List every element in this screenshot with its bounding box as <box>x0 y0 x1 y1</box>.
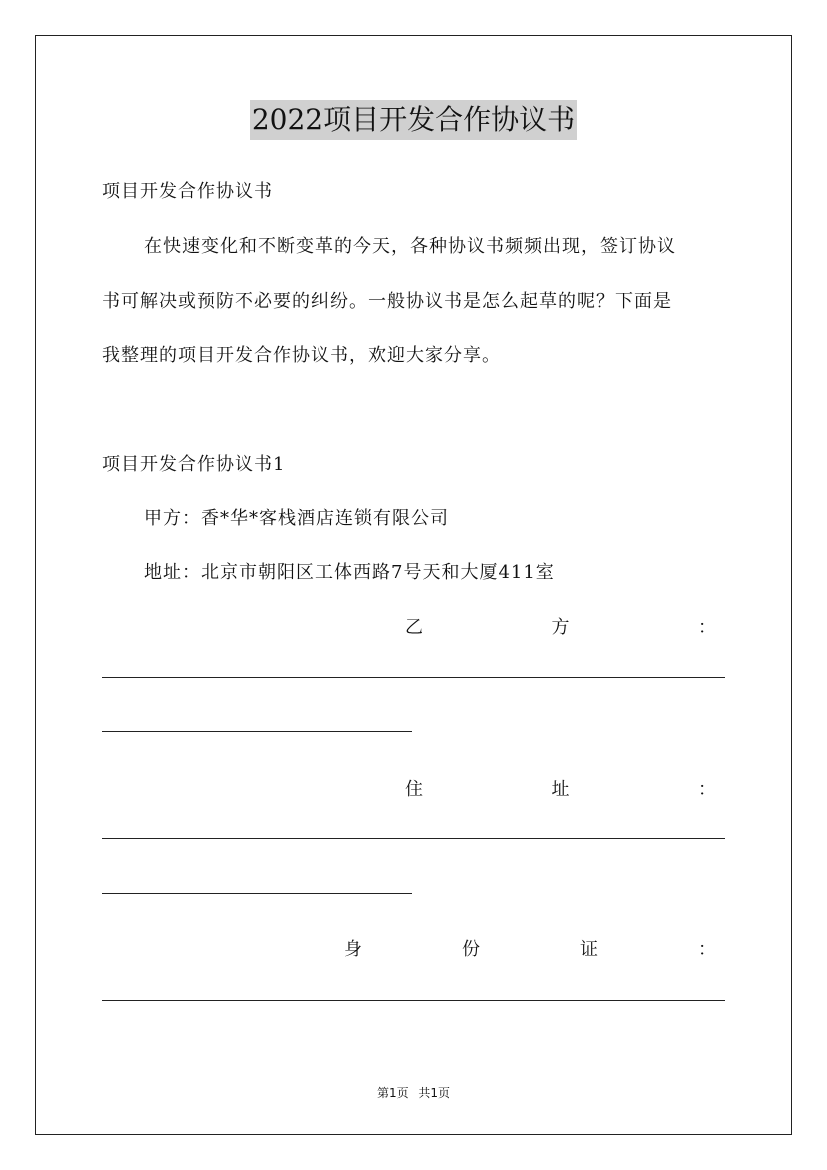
party-b-colon: ： <box>698 617 717 638</box>
party-b-blank-line-1 <box>102 677 725 678</box>
intro-line-2: 书可解决或预防不必要的纠纷。一般协议书是怎么起草的呢？下面是 <box>102 291 672 312</box>
intro-line-1: 在快速变化和不断变革的今天，各种协议书频频出现，签订协议 <box>144 236 676 257</box>
party-b-char-1: 乙 <box>405 617 424 638</box>
id-blank-line-1 <box>102 1000 725 1001</box>
residence-char-1: 住 <box>405 779 424 800</box>
id-label <box>102 938 727 962</box>
id-char-3: 证 <box>580 939 599 960</box>
subtitle: 项目开发合作协议书 <box>102 181 273 202</box>
residence-label <box>102 778 727 802</box>
party-b-char-2: 方 <box>551 617 571 638</box>
residence-char-2: 址 <box>551 779 571 800</box>
party-a-address: 地址：北京市朝阳区工体西路7号天和大厦411室 <box>144 562 555 583</box>
page-current: 第1页 <box>376 1086 409 1100</box>
residence-blank-line-2 <box>102 893 412 894</box>
party-b-blank-line-2 <box>102 731 412 732</box>
page-total: 共1页 <box>418 1086 451 1100</box>
party-b-label <box>102 616 727 640</box>
party-a: 甲方：香*华*客栈酒店连锁有限公司 <box>144 508 449 529</box>
id-char-2: 份 <box>462 939 481 960</box>
id-colon: ： <box>698 939 717 960</box>
document-title: 2022项目开发合作协议书 <box>250 100 577 140</box>
residence-colon: ： <box>698 779 717 800</box>
intro-line-3: 我整理的项目开发合作协议书，欢迎大家分享。 <box>102 345 501 366</box>
id-char-1: 身 <box>344 939 363 960</box>
section-title: 项目开发合作协议书1 <box>102 454 286 475</box>
page-footer <box>0 1084 827 1101</box>
title-container <box>0 100 827 140</box>
residence-blank-line-1 <box>102 838 725 839</box>
